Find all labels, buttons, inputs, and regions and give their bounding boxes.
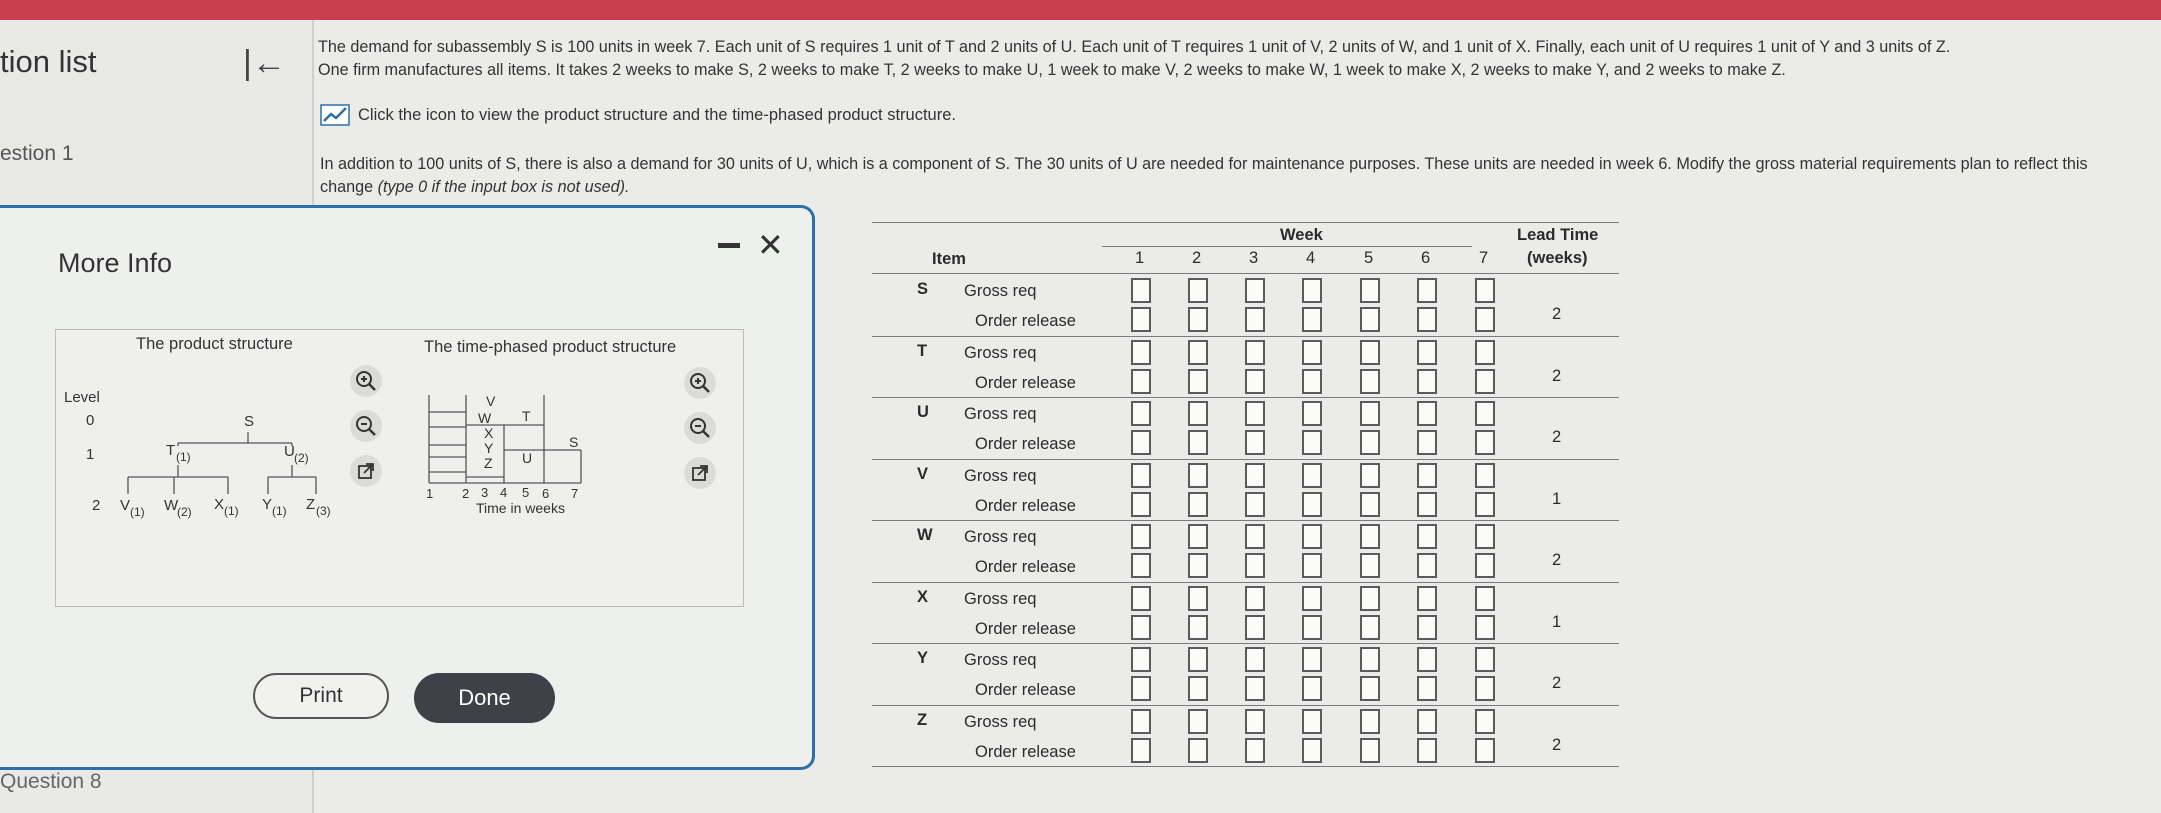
gross-req-input-u-week-7[interactable] bbox=[1475, 401, 1495, 426]
gross-req-input-u-week-6[interactable] bbox=[1417, 401, 1437, 426]
item-v: V bbox=[917, 464, 929, 483]
order-release-input-u-week-1[interactable] bbox=[1131, 430, 1151, 455]
lead-time-v: 1 bbox=[1552, 489, 1562, 508]
order-release-input-z-week-2[interactable] bbox=[1188, 738, 1208, 763]
gross-req-label-w: Gross req bbox=[964, 528, 1037, 546]
week-header: Week bbox=[1280, 226, 1323, 244]
gross-req-input-x-week-2[interactable] bbox=[1188, 586, 1208, 611]
node-x-qty: (1) bbox=[224, 504, 239, 518]
product-structure-tree bbox=[56, 370, 356, 550]
order-release-input-u-week-7[interactable] bbox=[1475, 430, 1495, 455]
order-release-label-u: Order release bbox=[975, 435, 1076, 453]
order-release-input-s-week-2[interactable] bbox=[1188, 307, 1208, 332]
gross-req-label-s: Gross req bbox=[964, 282, 1037, 300]
zoom-out-icon[interactable] bbox=[350, 410, 382, 442]
level-2: 2 bbox=[92, 497, 101, 514]
item-s: S bbox=[917, 280, 929, 298]
gross-req-input-z-week-3[interactable] bbox=[1245, 709, 1265, 734]
node-u: U bbox=[284, 443, 295, 460]
week-col-6: 6 bbox=[1421, 249, 1431, 267]
node-t: T bbox=[166, 442, 176, 459]
order-release-input-z-week-5[interactable] bbox=[1360, 738, 1380, 763]
zoom-out-icon-2[interactable] bbox=[684, 412, 716, 444]
gross-req-input-u-week-5[interactable] bbox=[1360, 401, 1380, 426]
level-1: 1 bbox=[86, 446, 95, 463]
order-release-label-w: Order release bbox=[975, 558, 1076, 576]
order-release-label-y: Order release bbox=[975, 681, 1076, 699]
header-rule bbox=[872, 273, 1619, 274]
problem-line-1: The demand for subassembly S is 100 units in week 7. Each unit of S requires 1 unit of T and 2 units of U. Each unit of T requires 1 unit of V, 2 units of W, and 1 unit of X. Finally, each unit of U requires 1 unit of Y and 3 units of Z. bbox=[318, 38, 1951, 56]
order-release-label-x: Order release bbox=[975, 619, 1076, 638]
gross-req-input-x-week-1[interactable] bbox=[1131, 586, 1151, 611]
addition-note: (type 0 if the input box is not used). bbox=[377, 178, 630, 196]
product-structure-caption: The product structure bbox=[136, 335, 293, 353]
order-release-input-y-week-6[interactable] bbox=[1417, 676, 1437, 701]
gross-req-input-s-week-3[interactable] bbox=[1245, 278, 1265, 303]
order-release-input-s-week-7[interactable] bbox=[1475, 307, 1495, 332]
gross-req-input-w-week-7[interactable] bbox=[1475, 524, 1495, 549]
gross-req-input-x-week-7[interactable] bbox=[1475, 586, 1495, 611]
order-release-input-t-week-5[interactable] bbox=[1360, 369, 1380, 394]
gross-req-input-t-week-6[interactable] bbox=[1417, 340, 1437, 365]
gross-req-input-s-week-2[interactable] bbox=[1188, 278, 1208, 303]
gross-req-input-x-week-6[interactable] bbox=[1417, 586, 1437, 611]
gross-req-input-x-week-3[interactable] bbox=[1245, 586, 1265, 611]
axis-tick-1: 1 bbox=[426, 486, 434, 501]
time-label-s: S bbox=[569, 434, 579, 450]
gross-req-input-w-week-5[interactable] bbox=[1360, 524, 1380, 549]
order-release-label-t: Order release bbox=[975, 373, 1076, 392]
row-rule-w bbox=[872, 582, 1619, 583]
row-rule-z bbox=[872, 766, 1619, 767]
order-release-input-z-week-7[interactable] bbox=[1475, 738, 1495, 763]
order-release-label-s: Order release bbox=[975, 312, 1076, 330]
time-label-y: Y bbox=[484, 440, 494, 456]
gross-req-input-s-week-1[interactable] bbox=[1131, 278, 1151, 303]
gross-requirements-table bbox=[872, 218, 1619, 764]
axis-tick-3: 3 bbox=[481, 485, 489, 500]
order-release-input-u-week-5[interactable] bbox=[1360, 430, 1380, 455]
item-t: T bbox=[917, 341, 928, 360]
order-release-input-v-week-2[interactable] bbox=[1188, 492, 1208, 517]
node-v: V bbox=[120, 497, 131, 514]
order-release-input-w-week-2[interactable] bbox=[1188, 553, 1208, 578]
item-w: W bbox=[917, 526, 933, 544]
order-release-input-u-week-2[interactable] bbox=[1188, 430, 1208, 455]
gross-req-input-v-week-5[interactable] bbox=[1360, 463, 1380, 488]
order-release-input-u-week-4[interactable] bbox=[1302, 430, 1322, 455]
order-release-input-x-week-7[interactable] bbox=[1475, 615, 1495, 640]
week-col-1: 1 bbox=[1135, 249, 1145, 267]
order-release-label-z: Order release bbox=[975, 742, 1076, 761]
node-y: Y bbox=[262, 496, 273, 513]
time-label-v: V bbox=[486, 393, 496, 409]
gross-req-input-y-week-4[interactable] bbox=[1302, 647, 1322, 672]
order-release-input-u-week-3[interactable] bbox=[1245, 430, 1265, 455]
gross-req-input-y-week-2[interactable] bbox=[1188, 647, 1208, 672]
gross-req-input-w-week-6[interactable] bbox=[1417, 524, 1437, 549]
open-external-icon[interactable] bbox=[350, 455, 382, 487]
gross-req-input-s-week-4[interactable] bbox=[1302, 278, 1322, 303]
gross-req-input-w-week-1[interactable] bbox=[1131, 524, 1151, 549]
node-v-qty: (1) bbox=[130, 505, 145, 519]
gross-req-input-v-week-2[interactable] bbox=[1188, 463, 1208, 488]
order-release-input-w-week-4[interactable] bbox=[1302, 553, 1322, 578]
gross-req-input-t-week-7[interactable] bbox=[1475, 340, 1495, 365]
order-release-input-s-week-6[interactable] bbox=[1417, 307, 1437, 332]
gross-req-input-y-week-1[interactable] bbox=[1131, 647, 1151, 672]
sidebar-item-question-8[interactable]: Question 8 bbox=[0, 770, 102, 793]
gross-req-input-x-week-4[interactable] bbox=[1302, 586, 1322, 611]
gross-req-input-u-week-2[interactable] bbox=[1188, 401, 1208, 426]
order-release-label-v: Order release bbox=[975, 496, 1076, 515]
time-label-t: T bbox=[522, 408, 531, 424]
order-release-input-z-week-1[interactable] bbox=[1131, 738, 1151, 763]
item-u: U bbox=[917, 403, 929, 421]
done-button[interactable]: Done bbox=[414, 673, 555, 723]
gross-req-input-s-week-6[interactable] bbox=[1417, 278, 1437, 303]
lead-time-x: 1 bbox=[1552, 612, 1562, 631]
order-release-input-x-week-5[interactable] bbox=[1360, 615, 1380, 640]
gross-req-label-u: Gross req bbox=[964, 405, 1037, 423]
lead-time-unit-header: (weeks) bbox=[1527, 249, 1588, 267]
item-x: X bbox=[917, 587, 929, 606]
axis-tick-5: 5 bbox=[522, 485, 530, 500]
row-rule-u bbox=[872, 459, 1619, 460]
week-col-2: 2 bbox=[1192, 249, 1202, 267]
order-release-input-w-week-7[interactable] bbox=[1475, 553, 1495, 578]
axis-tick-4: 4 bbox=[500, 485, 508, 500]
lead-time-s: 2 bbox=[1552, 305, 1562, 323]
order-release-input-v-week-1[interactable] bbox=[1131, 492, 1151, 517]
node-u-qty: (2) bbox=[294, 451, 309, 465]
time-label-u: U bbox=[522, 450, 533, 466]
gross-req-input-z-week-4[interactable] bbox=[1302, 709, 1322, 734]
gross-req-input-w-week-3[interactable] bbox=[1245, 524, 1265, 549]
row-rule-s bbox=[872, 336, 1619, 337]
order-release-input-w-week-5[interactable] bbox=[1360, 553, 1380, 578]
gross-req-input-t-week-1[interactable] bbox=[1131, 340, 1151, 365]
node-z: Z bbox=[306, 496, 316, 513]
gross-req-input-y-week-7[interactable] bbox=[1475, 647, 1495, 672]
structure-figure bbox=[55, 329, 744, 607]
order-release-input-y-week-7[interactable] bbox=[1475, 676, 1495, 701]
order-release-input-s-week-5[interactable] bbox=[1360, 307, 1380, 332]
order-release-input-w-week-3[interactable] bbox=[1245, 553, 1265, 578]
problem-line-2: One firm manufactures all items. It takes 2 weeks to make S, 2 weeks to make T, 2 weeks to make U, 1 week to make V, 2 weeks to make W, 1 week to make X, 2 weeks to make Y, and 2 weeks to make Z. bbox=[318, 61, 1786, 79]
lead-time-header: Lead Time bbox=[1517, 226, 1599, 244]
week-col-7: 7 bbox=[1479, 249, 1489, 267]
order-release-input-v-week-3[interactable] bbox=[1245, 492, 1265, 517]
axis-tick-7: 7 bbox=[571, 486, 579, 501]
gross-req-input-y-week-3[interactable] bbox=[1245, 647, 1265, 672]
row-rule-y bbox=[872, 705, 1619, 706]
gross-req-input-v-week-3[interactable] bbox=[1245, 463, 1265, 488]
problem-statement bbox=[318, 36, 2138, 82]
item-header: Item bbox=[932, 250, 966, 268]
node-x: X bbox=[214, 496, 225, 513]
order-release-input-z-week-3[interactable] bbox=[1245, 738, 1265, 763]
sidebar-item-question-1[interactable]: estion 1 bbox=[0, 142, 74, 165]
node-y-qty: (1) bbox=[272, 504, 287, 518]
gross-req-input-w-week-2[interactable] bbox=[1188, 524, 1208, 549]
order-release-input-u-week-6[interactable] bbox=[1417, 430, 1437, 455]
gross-req-input-z-week-1[interactable] bbox=[1131, 709, 1151, 734]
node-t-qty: (1) bbox=[176, 450, 191, 464]
gross-req-input-u-week-4[interactable] bbox=[1302, 401, 1322, 426]
order-release-input-y-week-2[interactable] bbox=[1188, 676, 1208, 701]
table-top-rule bbox=[872, 222, 1619, 223]
order-release-input-v-week-7[interactable] bbox=[1475, 492, 1495, 517]
gross-req-input-s-week-7[interactable] bbox=[1475, 278, 1495, 303]
gross-req-label-z: Gross req bbox=[964, 712, 1037, 731]
row-rule-t bbox=[872, 397, 1619, 398]
order-release-input-t-week-2[interactable] bbox=[1188, 369, 1208, 394]
order-release-input-y-week-3[interactable] bbox=[1245, 676, 1265, 701]
lead-time-z: 2 bbox=[1552, 735, 1562, 754]
node-w: W bbox=[164, 497, 179, 514]
time-phased-caption: The time-phased product structure bbox=[424, 338, 677, 356]
order-release-input-y-week-4[interactable] bbox=[1302, 676, 1322, 701]
gross-req-input-u-week-3[interactable] bbox=[1245, 401, 1265, 426]
hint-text: Click the icon to view the product structure and the time-phased product structure. bbox=[358, 105, 956, 124]
order-release-input-z-week-6[interactable] bbox=[1417, 738, 1437, 763]
order-release-input-y-week-1[interactable] bbox=[1131, 676, 1151, 701]
gross-req-input-t-week-5[interactable] bbox=[1360, 340, 1380, 365]
order-release-input-t-week-3[interactable] bbox=[1245, 369, 1265, 394]
open-external-icon-2[interactable] bbox=[684, 457, 716, 489]
more-info-dialog bbox=[0, 205, 815, 770]
order-release-input-x-week-1[interactable] bbox=[1131, 615, 1151, 640]
level-label: Level bbox=[64, 389, 100, 406]
gross-req-label-y: Gross req bbox=[964, 651, 1037, 669]
order-release-input-z-week-4[interactable] bbox=[1302, 738, 1322, 763]
order-release-input-t-week-7[interactable] bbox=[1475, 369, 1495, 394]
lead-time-y: 2 bbox=[1552, 674, 1562, 692]
week-col-3: 3 bbox=[1249, 249, 1259, 267]
addition-main: In addition to 100 units of S, there is also a demand for 30 units of U, which is a component of S. The 30 units of U are needed for maintenance purposes. These units are needed in week 6. Modify the gross material requirements plan to reflect this change bbox=[320, 155, 2088, 196]
gross-req-input-x-week-5[interactable] bbox=[1360, 586, 1380, 611]
time-label-x: X bbox=[484, 425, 494, 441]
additional-demand-text bbox=[320, 153, 2145, 199]
order-release-input-t-week-4[interactable] bbox=[1302, 369, 1322, 394]
time-label-w: W bbox=[478, 410, 492, 426]
lead-time-w: 2 bbox=[1552, 551, 1562, 569]
dialog-title: More Info bbox=[58, 248, 173, 278]
gross-req-input-t-week-2[interactable] bbox=[1188, 340, 1208, 365]
gross-req-input-w-week-4[interactable] bbox=[1302, 524, 1322, 549]
zoom-in-icon[interactable] bbox=[350, 365, 382, 397]
line-chart-icon[interactable] bbox=[320, 104, 350, 126]
node-w-qty: (2) bbox=[177, 505, 192, 519]
gross-req-label-x: Gross req bbox=[964, 589, 1037, 608]
print-button[interactable]: Print bbox=[253, 673, 389, 719]
gross-req-input-u-week-1[interactable] bbox=[1131, 401, 1151, 426]
row-rule-x bbox=[872, 643, 1619, 644]
order-release-input-y-week-5[interactable] bbox=[1360, 676, 1380, 701]
minimize-button[interactable] bbox=[718, 243, 740, 248]
order-release-input-w-week-1[interactable] bbox=[1131, 553, 1151, 578]
close-icon[interactable]: ✕ bbox=[757, 227, 784, 263]
axis-tick-6: 6 bbox=[542, 486, 550, 501]
level-0: 0 bbox=[86, 412, 95, 429]
gross-req-input-t-week-3[interactable] bbox=[1245, 340, 1265, 365]
item-y: Y bbox=[917, 649, 929, 667]
gross-req-input-z-week-6[interactable] bbox=[1417, 709, 1437, 734]
order-release-input-v-week-5[interactable] bbox=[1360, 492, 1380, 517]
order-release-input-v-week-4[interactable] bbox=[1302, 492, 1322, 517]
question-list-title: tion list bbox=[0, 44, 97, 79]
time-label-z: Z bbox=[484, 455, 493, 471]
gross-req-label-t: Gross req bbox=[964, 343, 1037, 362]
zoom-in-icon-2[interactable] bbox=[684, 367, 716, 399]
item-z: Z bbox=[917, 710, 928, 729]
gross-req-input-v-week-6[interactable] bbox=[1417, 463, 1437, 488]
time-phased-chart bbox=[426, 375, 586, 525]
gross-req-input-v-week-4[interactable] bbox=[1302, 463, 1322, 488]
week-col-5: 5 bbox=[1364, 249, 1374, 267]
week-header-rule bbox=[1102, 246, 1472, 247]
axis-label: Time in weeks bbox=[476, 500, 565, 516]
gross-req-input-t-week-4[interactable] bbox=[1302, 340, 1322, 365]
top-bar bbox=[0, 0, 2161, 20]
gross-req-input-z-week-2[interactable] bbox=[1188, 709, 1208, 734]
order-release-input-x-week-6[interactable] bbox=[1417, 615, 1437, 640]
gross-req-input-z-week-7[interactable] bbox=[1475, 709, 1495, 734]
order-release-input-x-week-2[interactable] bbox=[1188, 615, 1208, 640]
order-release-input-t-week-1[interactable] bbox=[1131, 369, 1151, 394]
row-rule-v bbox=[872, 520, 1619, 521]
gross-req-input-z-week-5[interactable] bbox=[1360, 709, 1380, 734]
axis-tick-2: 2 bbox=[462, 486, 470, 501]
gross-req-label-v: Gross req bbox=[964, 466, 1037, 485]
order-release-input-w-week-6[interactable] bbox=[1417, 553, 1437, 578]
order-release-input-x-week-4[interactable] bbox=[1302, 615, 1322, 640]
order-release-input-s-week-3[interactable] bbox=[1245, 307, 1265, 332]
node-z-qty: (3) bbox=[316, 504, 331, 518]
gross-req-input-y-week-5[interactable] bbox=[1360, 647, 1380, 672]
gross-req-input-s-week-5[interactable] bbox=[1360, 278, 1380, 303]
lead-time-u: 2 bbox=[1552, 428, 1562, 446]
product-structure-hint bbox=[320, 104, 956, 126]
node-s: S bbox=[244, 413, 255, 430]
order-release-input-t-week-6[interactable] bbox=[1417, 369, 1437, 394]
collapse-sidebar-icon[interactable]: |← bbox=[243, 44, 286, 82]
gross-req-input-v-week-1[interactable] bbox=[1131, 463, 1151, 488]
order-release-input-v-week-6[interactable] bbox=[1417, 492, 1437, 517]
order-release-input-s-week-4[interactable] bbox=[1302, 307, 1322, 332]
order-release-input-s-week-1[interactable] bbox=[1131, 307, 1151, 332]
gross-req-input-y-week-6[interactable] bbox=[1417, 647, 1437, 672]
lead-time-t: 2 bbox=[1552, 366, 1562, 385]
gross-req-input-v-week-7[interactable] bbox=[1475, 463, 1495, 488]
week-col-4: 4 bbox=[1306, 249, 1316, 267]
order-release-input-x-week-3[interactable] bbox=[1245, 615, 1265, 640]
